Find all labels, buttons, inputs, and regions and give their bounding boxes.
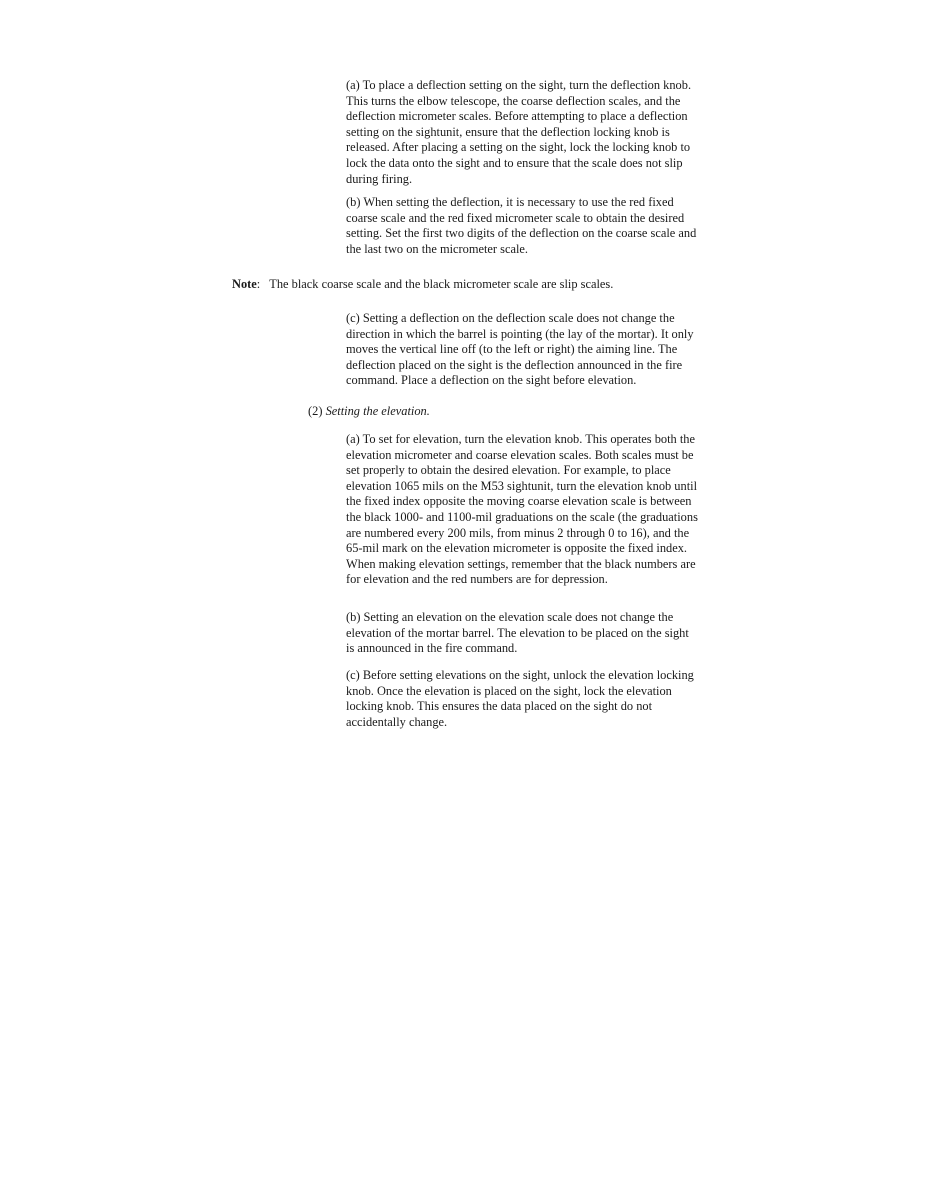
paragraph-elevation-c: (c) Before setting elevations on the sight, unlock the elevation locking knob. Once the elevation is placed on the sight, lock the elevation locking knob. This ensures the data placed on the sight do not accidentally change. [346,668,694,729]
paragraph-deflection-a: (a) To place a deflection setting on the sight, turn the deflection knob. This turns the elbow telescope, the coarse deflection scales, and the deflection micrometer scales. Before attempting to place a deflection setting on the sightunit, ensure that the deflection locking knob is released. After placing a setting on the sight, lock the locking knob to lock the data onto the sight and to ensure that the scale does not slip during firing. [346,78,692,186]
note-label: Note [232,277,257,291]
paragraph-elevation-b: (b) Setting an elevation on the elevation scale does not change the elevation of the mortar barrel. The elevation to be placed on the sight is announced in the fire command. [346,610,689,656]
section-number: (2) [308,404,323,418]
paragraph-elevation-a: (a) To set for elevation, turn the elevation knob. This operates both the elevation micrometer and coarse elevation scales. Both scales must be set properly to obtain the desired elevation. For example, to place elevation 1065 mils on the M53 sightunit, turn the elevation knob until the fixed index opposite the moving coarse elevation scale is between the black 1000- and 1100-mil graduations on the scale (the graduations are numbered every 200 mils, from minus 2 through 0 to 16), and the 65-mil mark on the elevation micrometer is opposite the fixed index. When making elevation settings, remember that the black numbers are for elevation and the red numbers are for depression. [346,432,698,587]
paragraph-deflection-c: (c) Setting a deflection on the deflection scale does not change the direction in which the barrel is pointing (the lay of the mortar). It only moves the vertical line off (to the left or right) the aiming line. The deflection placed on the sight is the deflection announced in the fire command. Place a deflection on the sight before elevation. [346,311,694,388]
section-heading [308,404,430,420]
note-text: The black coarse scale and the black micrometer scale are slip scales. [269,277,614,291]
section-title: Setting the elevation. [325,404,430,418]
paragraph-deflection-b: (b) When setting the deflection, it is necessary to use the red fixed coarse scale and the red fixed micrometer scale to obtain the desired setting. Set the first two digits of the deflection on the coarse scale and the last two on the micrometer scale. [346,195,697,256]
note: Note: The black coarse scale and the black micrometer scale are slip scales. [232,277,614,291]
